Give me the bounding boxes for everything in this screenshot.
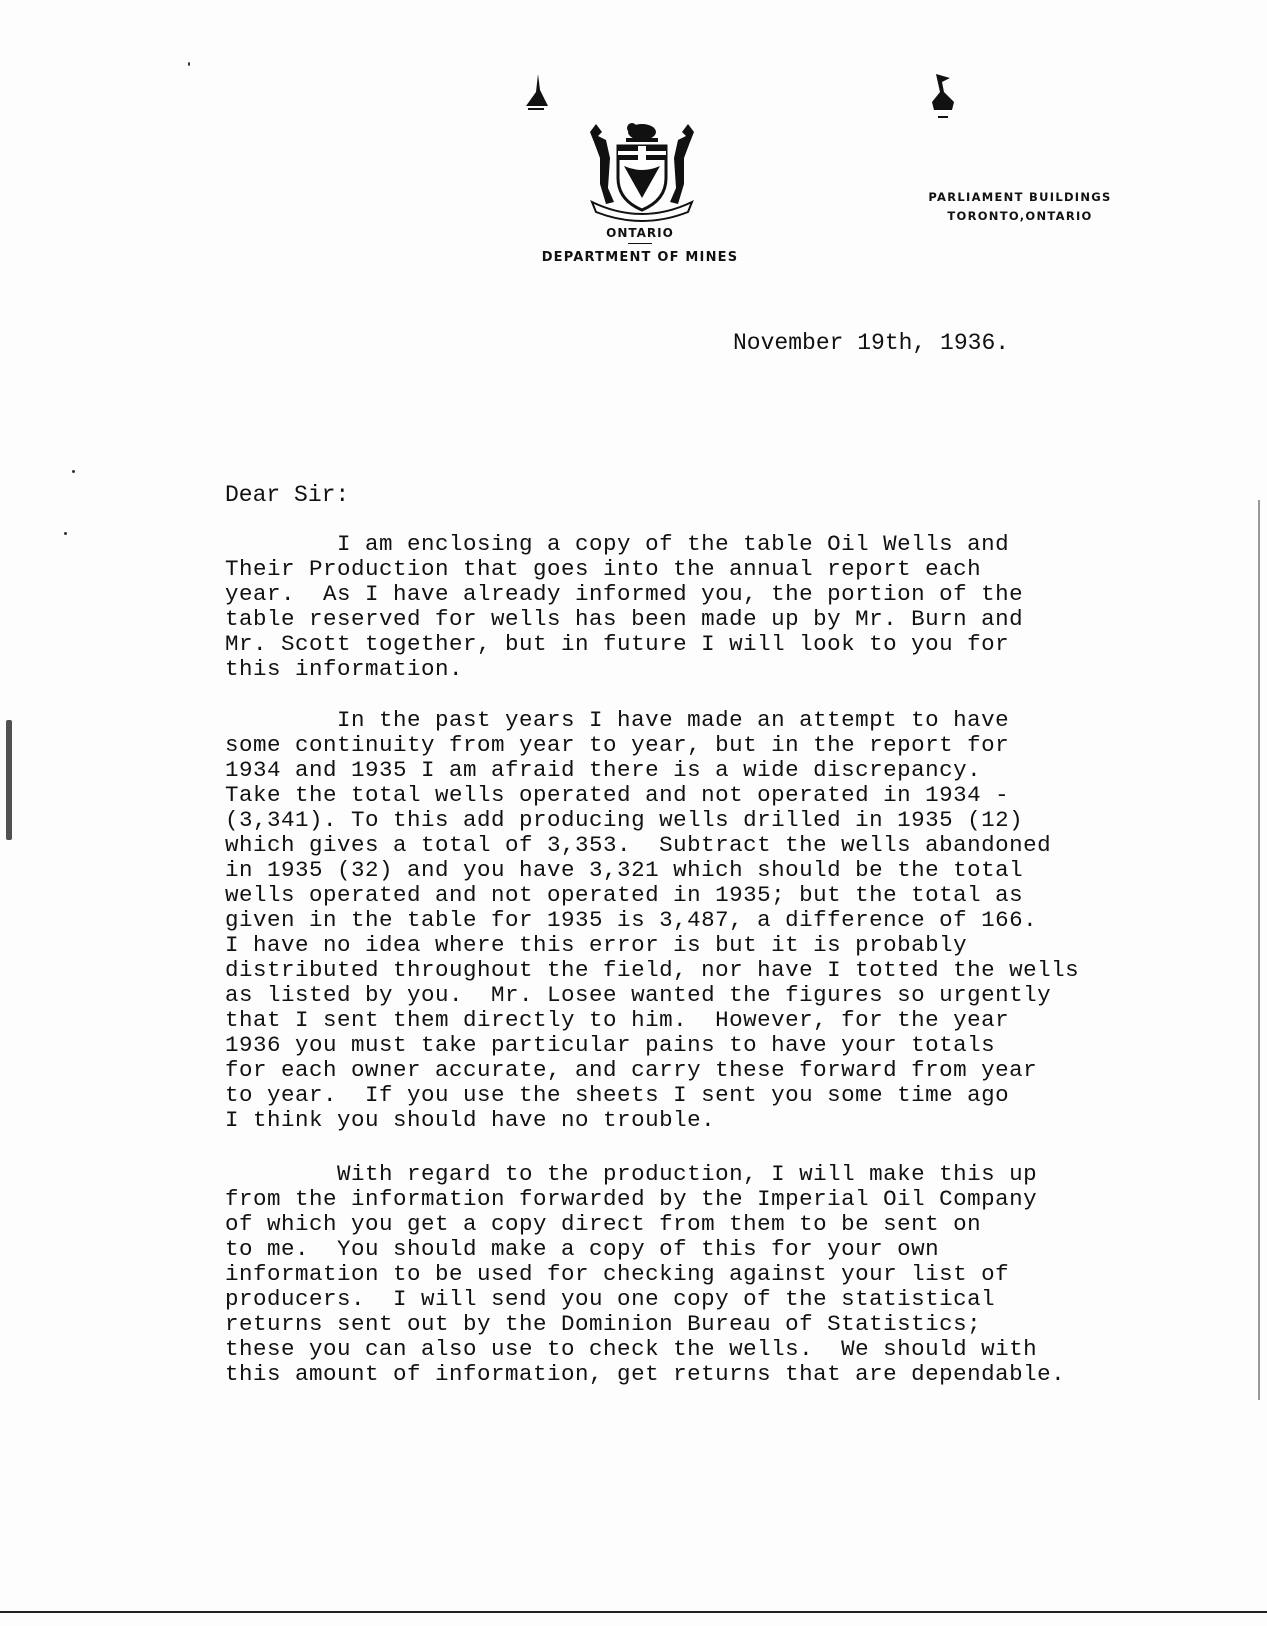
letter-paragraph-1: I am enclosing a copy of the table Oil Wells and Their Production that goes into the annual report each year. As I have already informed you, the portion of the table reserved for wells has been made up by Mr. Burn and Mr. Scott together, but in future I will look to you for this information.	[225, 531, 1024, 682]
page-bottom-edge	[0, 1611, 1267, 1613]
binding-mark-left	[522, 72, 552, 116]
binding-mark-right	[930, 72, 956, 122]
scan-speck	[72, 470, 75, 473]
ontario-coat-of-arms	[588, 118, 696, 226]
scan-speck	[1258, 500, 1260, 1400]
letter-salutation: Dear Sir:	[225, 482, 350, 508]
letter-paragraph-3: With regard to the production, I will make this up from the information forwarded by the Imperial Oil Company of which you get a copy direct from them to be sent on to me. You should make a copy of this for your own information to be used for checking against your list of producers. I will send you one copy of the statistical returns sent out by the Dominion Bureau of Statistics; these you can also use to check the wells. We should with this amount of information, get returns that are dependable.	[225, 1161, 1066, 1387]
letterhead-rule	[628, 243, 652, 244]
letter-paragraph-2: In the past years I have made an attempt to have some continuity from year to year, but in the report for 1934 and 1935 I am afraid there is a wide discrepancy. Take the total wells operated and not operated in 1934 - (3,341). To this add producing wells drilled in 1935 (12) which gives a total of 3,353. Subtract the wells abandoned in 1935 (32) and you have 3,321 which should be the total wells operated and not operated in 1935; but the total as given in the table for 1935 is 3,487, a difference of 166. I have no idea where this error is but it is probably distributed throughout the field, nor have I totted the wells as listed by you. Mr. Losee wanted the figures so urgently that I sent them directly to him. However, for the year 1936 you must take particular pains to have your totals for each owner accurate, and carry these forward from year to year. If you use the sheets I sent you some time ago I think you should have no trouble.	[225, 707, 1080, 1133]
address-line-2: TORONTO,ONTARIO	[947, 209, 1093, 223]
scan-speck	[188, 62, 190, 66]
letterhead-province: ONTARIO	[606, 226, 674, 240]
letterhead-address	[900, 188, 1140, 226]
scan-speck	[64, 532, 67, 535]
scan-speck	[6, 720, 12, 840]
letterhead-department: DEPARTMENT OF MINES	[541, 250, 739, 265]
address-line-1: PARLIAMENT BUILDINGS	[928, 190, 1112, 204]
letter-date: November 19th, 1936.	[733, 330, 1010, 356]
